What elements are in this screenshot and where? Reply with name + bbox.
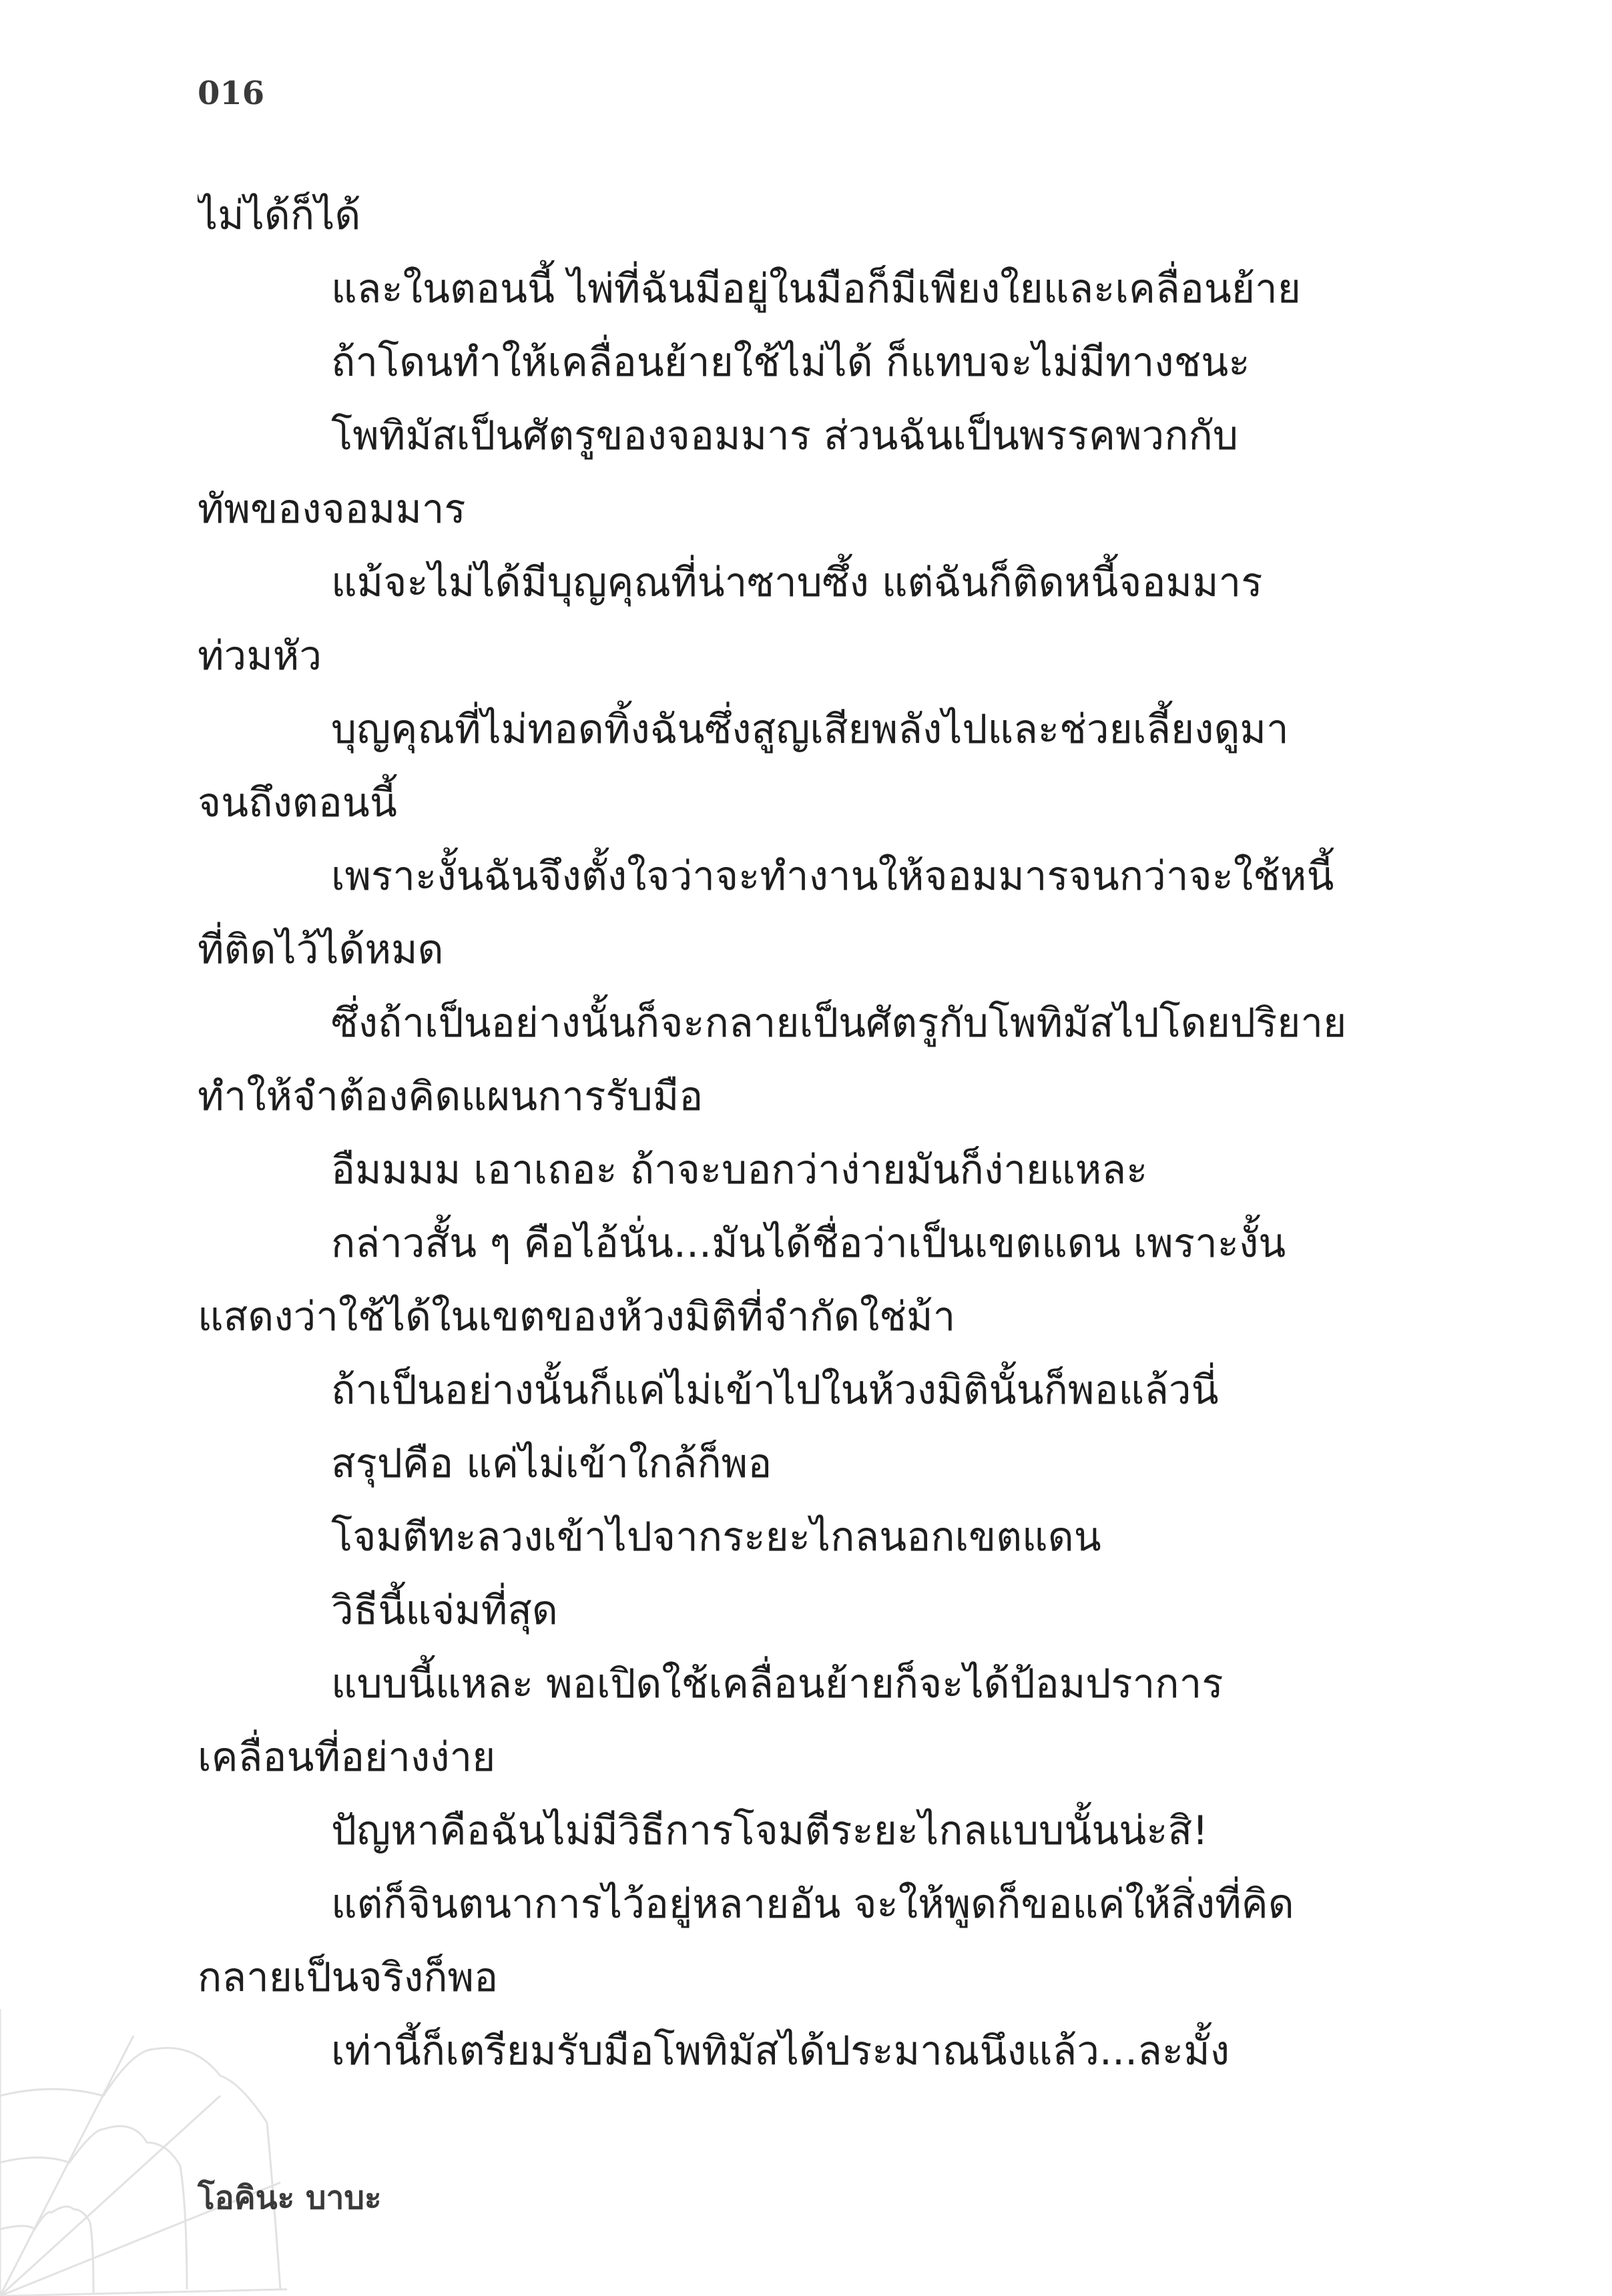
text-line: สรุปคือ แค่ไม่เข้าใกล้ก็พอ [331,1440,772,1487]
text-line: แต่ก็จินตนาการไว้อยู่หลายอัน จะให้พูดก็ขอแค่ให้สิ่งที่คิด [331,1881,1294,1928]
text-line: โจมตีทะลวงเข้าไปจากระยะไกลนอกเขตแดน [331,1514,1101,1560]
body-text [198,179,1412,2088]
text-line: เพราะงั้นฉันจึงตั้งใจว่าจะทำงานให้จอมมารจนกว่าจะใช้หนี้ [331,853,1334,900]
text-line: วิธีนี้แจ่มที่สุด [331,1587,558,1634]
page-number: 016 [198,75,265,112]
book-author-footer: โอคินะ บาบะ [198,2179,382,2217]
text-line: แม้จะไม่ได้มีบุญคุณที่น่าซาบซึ้ง แต่ฉันก็ติดหนี้จอมมาร [331,559,1263,606]
text-line: อืมมมม เอาเถอะ ถ้าจะบอกว่าง่ายมันก็ง่ายแหละ [331,1147,1148,1193]
text-line: ปัญหาคือฉันไม่มีวิธีการโจมตีระยะไกลแบบนั้นน่ะสิ! [331,1807,1209,1854]
text-line: เท่านี้ก็เตรียมรับมือโพทิมัสได้ประมาณนึงแล้ว...ละมั้ง [331,2028,1230,2074]
text-line: ซึ่งถ้าเป็นอย่างนั้นก็จะกลายเป็นศัตรูกับโพทิมัสไปโดยปริยาย [331,1000,1347,1047]
text-line: กลายเป็นจริงก็พอ [198,1954,499,2001]
text-line: ทัพของจอมมาร [198,486,466,533]
text-line: กล่าวสั้น ๆ คือไอ้นั่น...มันได้ชื่อว่าเป็นเขตแดน เพราะงั้น [331,1220,1286,1267]
text-line: ทำให้จำต้องคิดแผนการรับมือ [198,1073,704,1120]
text-line: แบบนี้แหละ พอเปิดใช้เคลื่อนย้ายก็จะได้ป้อมปราการ [331,1661,1224,1707]
text-line: และในตอนนี้ ไพ่ที่ฉันมีอยู่ในมือก็มีเพียงใยและเคลื่อนย้าย [331,266,1301,312]
spider-web-decoration [0,2009,287,2296]
text-line: จนถึงตอนนี้ [198,780,397,826]
text-line: โพทิมัสเป็นศัตรูของจอมมาร ส่วนฉันเป็นพรรคพวกกับ [331,412,1238,459]
text-line: ถ้าโดนทำให้เคลื่อนย้ายใช้ไม่ได้ ก็แทบจะไม่มีทางชนะ [331,339,1250,386]
text-line: ถ้าเป็นอย่างนั้นก็แค่ไม่เข้าไปในห้วงมิตินั้นก็พอแล้วนี่ [331,1367,1219,1414]
text-line: บุญคุณที่ไม่ทอดทิ้งฉันซึ่งสูญเสียพลังไปและช่วยเลี้ยงดูมา [331,706,1289,753]
text-line: ท่วมหัว [198,633,322,679]
text-line: ที่ติดไว้ได้หมด [198,926,444,973]
text-line: ไม่ได้ก็ได้ [198,192,361,239]
text-line: เคลื่อนที่อย่างง่าย [198,1734,496,1781]
text-line: แสดงว่าใช้ได้ในเขตของห้วงมิติที่จำกัดใช่ม้า [198,1294,956,1340]
